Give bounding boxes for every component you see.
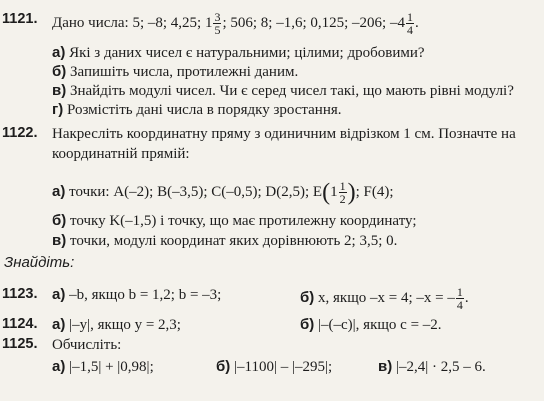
problem-1122-statement-1: Накресліть координатну пряму з одиничним відрізком 1 см. Позначте на: [52, 126, 516, 142]
problem-1125-title: Обчисліть:: [52, 337, 122, 353]
problem-1125-b: б) |–1100| – |–295|;: [216, 358, 333, 375]
problem-1121-a: а) Які з даних чисел є натуральними; цілими; дробовими?: [52, 44, 425, 61]
fraction-1-4-b: $\frac{1}{4}$: [456, 285, 463, 312]
problem-number-1121: 1121.: [2, 11, 38, 27]
problem-1121-d: г) Розмістіть дані числа в порядку зростання.: [52, 101, 342, 118]
problem-1124-a: а) |–y|, якщо y = 2,3;: [52, 316, 181, 333]
problem-1124-b: б) |–(–c)|, якщо c = –2.: [300, 316, 442, 333]
problem-1121-b: б) Запишіть числа, протилежні даним.: [52, 63, 299, 80]
problem-1121-statement: Дано числа: 5; –8; 4,25; 1 $\frac{3}{5}$ ; 506; 8; –1,6; 0,125; –206; –4 $\frac{1}{4}$ .: [52, 10, 419, 37]
problem-number-1124: 1124.: [2, 316, 38, 332]
problem-1123-b: б) x, якщо –x = 4; –x = – $\frac{1}{4}$ .: [300, 285, 469, 312]
problem-1121-c: в) Знайдіть модулі чисел. Чи є серед чисел такі, що мають рівні модулі?: [52, 82, 514, 99]
fraction-3-5: $\frac{3}{5}$: [214, 10, 221, 37]
problem-1122-statement-2: координатній прямій:: [52, 146, 190, 162]
fraction-1-2: $\frac{1}{2}$: [339, 179, 346, 206]
problem-1125-a: а) |–1,5| + |0,98|;: [52, 358, 154, 375]
problem-1122-c: в) точки, модулі координат яких дорівнюють 2; 3,5; 0.: [52, 232, 398, 249]
problem-number-1122: 1122.: [2, 125, 38, 141]
problem-number-1123: 1123.: [2, 286, 38, 302]
problem-number-1125: 1125.: [2, 336, 38, 352]
problem-1123-a: а) –b, якщо b = 1,2; b = –3;: [52, 286, 222, 303]
fraction-1-4: $\frac{1}{4}$: [406, 10, 413, 37]
problem-1122-a: а) точки: A(–2); B(–3,5); C(–0,5); D(2,5); E(1 $\frac{1}{2}$ ); F(4);: [52, 179, 394, 206]
section-heading: Знайдіть:: [4, 254, 75, 271]
problem-1122-b: б) точку K(–1,5) і точку, що має протилежну координату;: [52, 212, 417, 229]
problem-1125-c: в) |–2,4| · 2,5 – 6.: [378, 358, 486, 375]
